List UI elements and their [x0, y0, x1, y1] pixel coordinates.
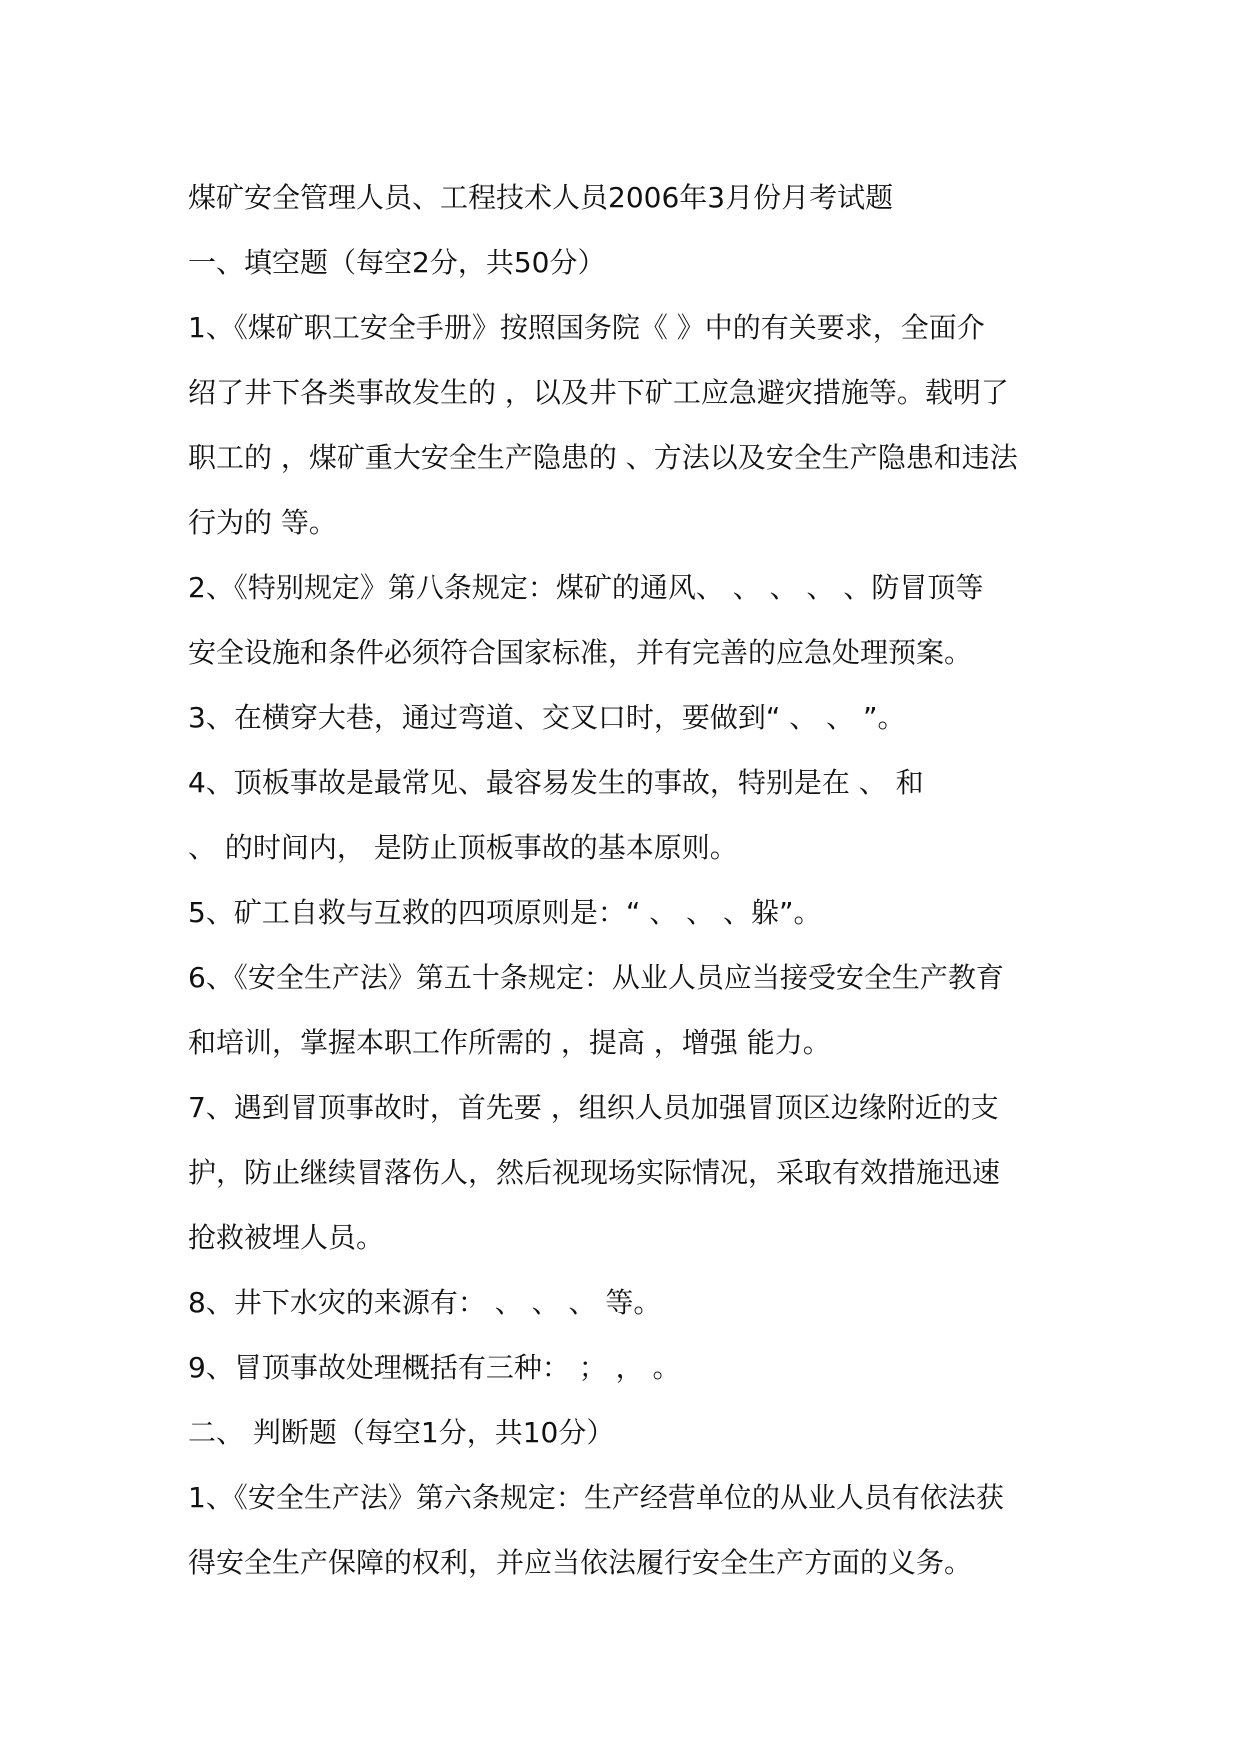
question-line: 1、《安全生产法》第六条规定：生产经营单位的从业人员有依法获 — [188, 1481, 1004, 1514]
question-line: 4、顶板事故是最常见、最容易发生的事故，特别是在 、 和 — [188, 766, 924, 799]
question-line: 安全设施和条件必须符合国家标准，并有完善的应急处理预案。 — [188, 636, 973, 669]
question-line: 7、遇到冒顶事故时，首先要 ，组织人员加强冒顶区边缘附近的支 — [188, 1091, 999, 1124]
document-title: 煤矿安全管理人员、工程技术人员2006年3月份月考试题 — [188, 181, 894, 214]
document-page — [188, 170, 1068, 1600]
question-line: 护，防止继续冒落伤人，然后视现场实际情况，采取有效措施迅速 — [188, 1156, 1001, 1189]
question-line: 8、井下水灾的来源有： 、 、 、 等。 — [188, 1286, 662, 1319]
question-line: 和培训，掌握本职工作所需的 ，提高 ，增强 能力。 — [188, 1026, 831, 1059]
question-line: 行为的 等。 — [188, 506, 337, 539]
question-line: 2、《特别规定》第八条规定：煤矿的通风、 、 、 、 、防冒顶等 — [188, 571, 984, 604]
section-heading-fill-in: 一、填空题（每空2分，共50分） — [188, 246, 606, 279]
question-line: 抢救被埋人员。 — [188, 1221, 385, 1254]
question-line: 9、冒顶事故处理概括有三种： ； ， 。 — [188, 1351, 681, 1384]
question-line: 得安全生产保障的权利，并应当依法履行安全生产方面的义务。 — [188, 1546, 973, 1579]
section-heading-true-false: 二、 判断题（每空1分，共10分） — [188, 1416, 615, 1449]
question-line: 绍了井下各类事故发生的 ，以及井下矿工应急避灾措施等。载明了 — [188, 376, 1009, 409]
question-line: 职工的 ，煤矿重大安全生产隐患的 、方法以及安全生产隐患和违法 — [188, 441, 1018, 474]
question-line: 3、在横穿大巷，通过弯道、交叉口时，要做到“ 、 、 ”。 — [188, 701, 906, 734]
question-line: 5、矿工自救与互救的四项原则是：“ 、 、 、躲”。 — [188, 896, 822, 929]
question-line: 6、《安全生产法》第五十条规定：从业人员应当接受安全生产教育 — [188, 961, 1004, 994]
question-line: 1、《煤矿职工安全手册》按照国务院《 》中的有关要求，全面介 — [188, 311, 985, 344]
question-line: 、 的时间内， 是防止顶板事故的基本原则。 — [188, 831, 738, 864]
